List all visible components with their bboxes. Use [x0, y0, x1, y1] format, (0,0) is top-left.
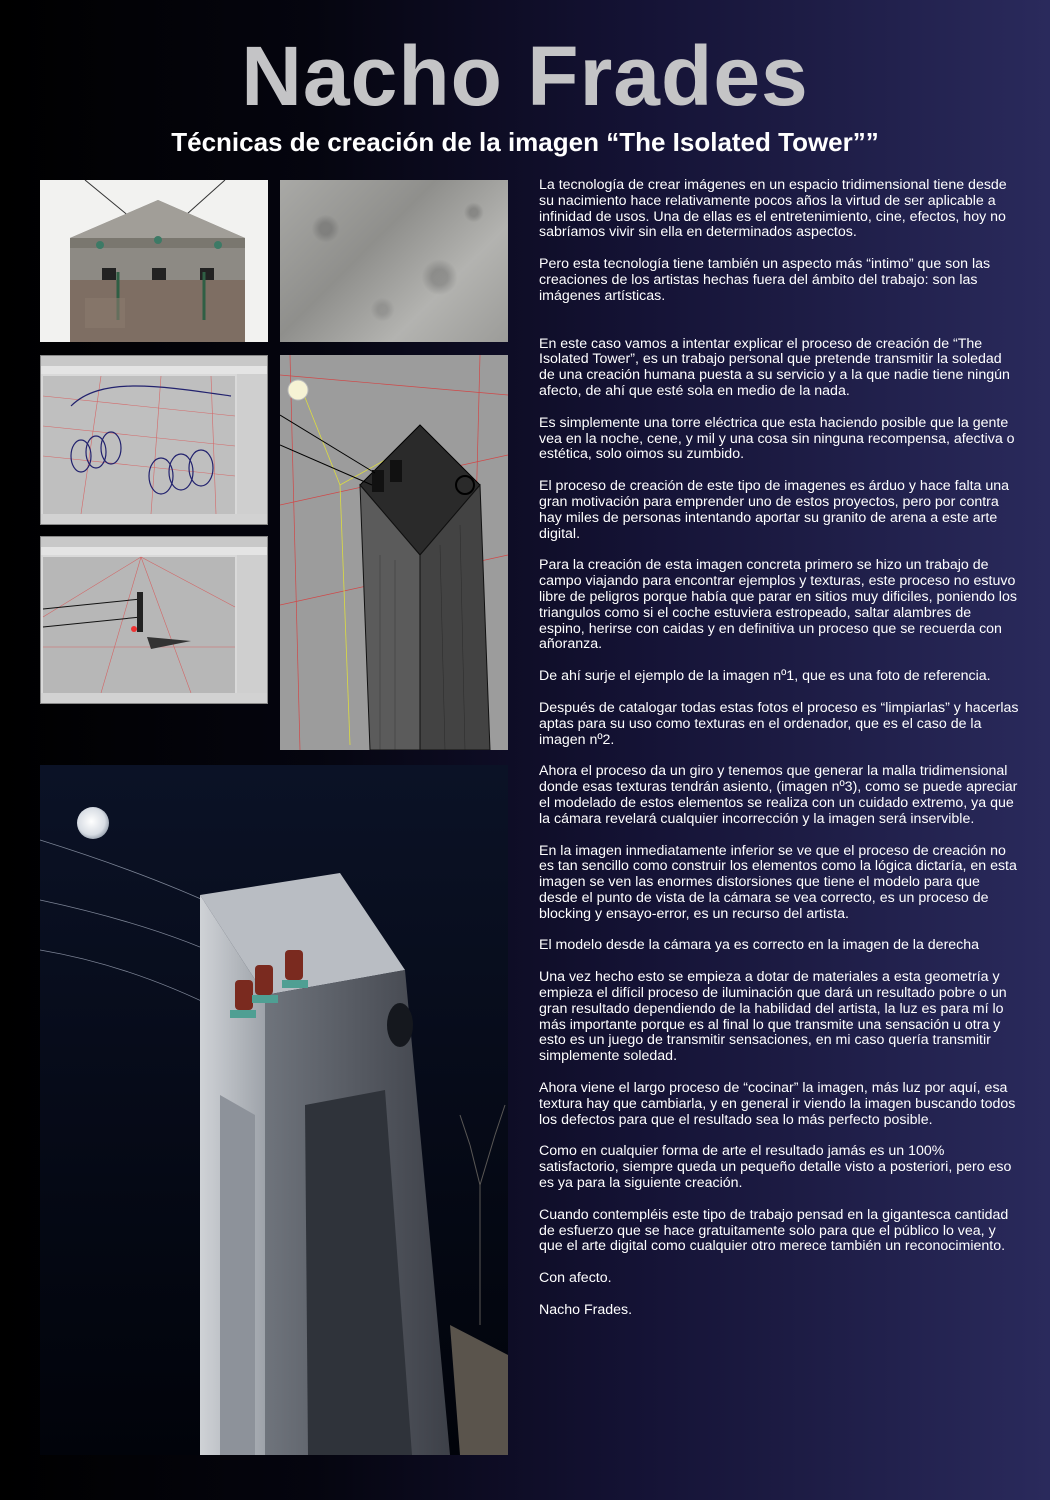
paragraph-camera: El modelo desde la cámara ya es correcto en la imagen de la derecha [539, 937, 980, 954]
paragraph-art: Como en cualquier forma de arte el resultado jamás es un 100% satisfactorio, siempre queda un pequeño detalle visto a posteriori, pero eso es ya para la siguiente creación. [539, 1143, 1012, 1192]
paragraph-cooking: Ahora viene el largo proceso de “cocinar” la imagen, más luz por aquí, esa textura hay que cambiarla, y en general ir viendo la imagen buscando todos los defectos para que el resultado sea lo más perfecto posible. [539, 1080, 1016, 1128]
texture-photo [280, 180, 508, 342]
page-title: Nacho Frades [241, 29, 809, 123]
paragraph-closing: Con afecto. [539, 1270, 612, 1287]
modeling-screenshot-insulators [40, 355, 268, 525]
paragraph-case: En este caso vamos a intentar explicar el proceso de creación de “The Isolated Tower”, es un trabajo personal que pretende transmitir la soledad de una creación humana puesta a su servicio y a la que nadie tiene ningún afecto, de ahí que esté sola en medio de la nada. [539, 335, 1010, 399]
paragraph-materials: Una vez hecho esto se empieza a dotar de materiales a esta geometría y empieza el difícil proceso de iluminación que dará un resultado pobre o un gran resultado dependiendo de la habilidad del artista, la luz es para mí lo más importante porque es al final lo que transmite una sensación u otra y esto es un juego de transmitir sensaciones, en mi caso quería transmitir simplemente soledad. [539, 969, 1007, 1065]
modeling-screenshot-blocking [40, 536, 268, 704]
reference-photo-drawing [40, 180, 268, 342]
paragraph-process: El proceso de creación de este tipo de imagenes es árduo y hace falta una gran motivación para emprender uno de estos proyectos, pero por contra hay miles de personas intentando aportar su granito de arena a este arte digital. [539, 478, 1010, 542]
wireframe-camera-view-drawing [280, 355, 508, 750]
paragraph-intro: La tecnología de crear imágenes en un espacio tridimensional tiene desde su nacimiento hace relativamente pocos años la virtud de ser aplicable a infinidad de usos. Una de ellas es el entretenimiento, cine, efectos, hoy no sabríamos vivir sin ella en determinados aspectos. [539, 177, 1007, 241]
paragraph-image3: Ahora el proceso da un giro y tenemos que generar la malla tridimensional donde esas texturas tendrán asiento, (imagen nº3), como se puede apreciar el modelado de estos elementos se realiza con un cuidado extremo, ya que la cámara revelará cualquier incorrección y la imagen será inservible. [539, 763, 1018, 827]
paragraph-distortion: En la imagen inmediatamente inferior se ve que el proceso de creación no es tan sencillo como construir los elementos como la lógica dictaría, en esta imagen se ven las enormes distorsiones que tiene el modelo para que desde el punto de vista de la cámara se vea correcto, es un proceso de blocking y ensayo-error, es un recurso del artista. [539, 842, 1017, 922]
page-subtitle: Técnicas de creación de la imagen “The Isolated Tower”” [171, 127, 879, 157]
reference-photo [40, 180, 268, 342]
wireframe-camera-view [280, 355, 508, 750]
paragraph-signature: Nacho Frades. [539, 1302, 633, 1319]
paragraph-effort: Cuando contempléis este tipo de trabajo pensad en la gigantesca cantidad de esfuerzo que se hace gratuitamente solo para que el público lo vea, y que el arte digital como cualquier otro merece también un reconocimiento. [539, 1206, 1009, 1255]
paragraph-fieldwork: Para la creación de esta imagen concreta primero se hizo un trabajo de campo viajando para encontrar ejemplos y texturas, este proceso no estuvo libre de peligros porque había que parar en sitios muy dificiles, poniendo los triangulos como si el coche estuviera estropeado, saltar alambres de espino, herirse con caidas y en definitiva un proceso que se recuerda con añoranza. [539, 557, 1017, 653]
article-body [539, 178, 1019, 1335]
paragraph-tower: Es simplemente una torre eléctrica que esta haciendo posible que la gente vea en la noche, cene, y mil y una cosa sin ninguna recompensa, afectiva o estética, solo oimos su zumbido. [539, 414, 1015, 463]
paragraph-image1: De ahí surje el ejemplo de la imagen nº1, que es una foto de referencia. [539, 668, 991, 685]
modeling-screenshot-insulators-drawing [41, 356, 267, 524]
final-render-drawing [40, 765, 508, 1455]
paragraph-intimate: Pero esta tecnología tiene también un aspecto más “intimo” que son las creaciones de los artistas hechas fuera del ámbito del trabajo: son las imágenes artísticas. [539, 256, 991, 304]
modeling-screenshot-blocking-drawing [41, 537, 267, 703]
paragraph-image2: Después de catalogar todas estas fotos el proceso es “limpiarlas” y hacerlas aptas para su uso como texturas en el ordenador, que es el caso de la imagen nº2. [539, 699, 1019, 748]
final-render [40, 765, 508, 1455]
